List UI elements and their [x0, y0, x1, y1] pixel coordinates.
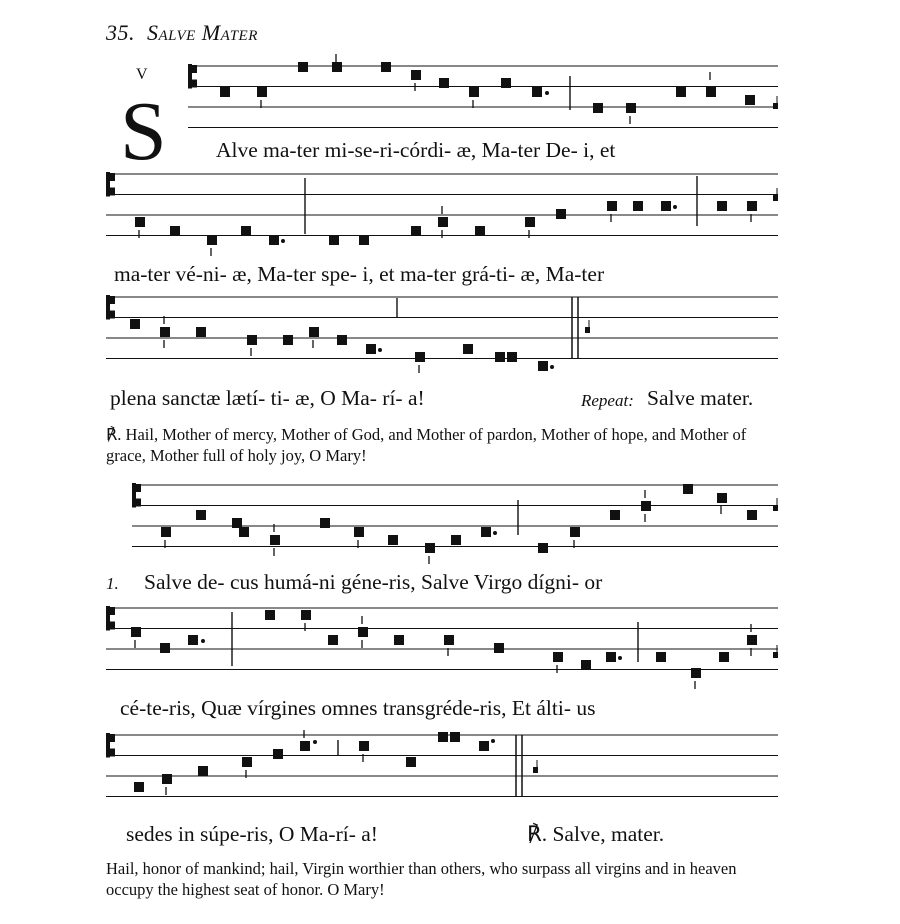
neume-note	[337, 335, 347, 345]
lyric-line-5: cé-te-ris, Quæ vírgines omnes transgréde-ris, Et álti- us	[120, 696, 596, 720]
chant-name: Salve Mater	[147, 20, 258, 45]
do-clef-icon	[108, 311, 115, 319]
mora-dot	[493, 531, 497, 535]
neume-note	[495, 352, 505, 362]
neume-note	[239, 527, 249, 537]
neume-note	[160, 327, 170, 337]
neume-note	[719, 652, 729, 662]
neume-note	[358, 627, 368, 637]
do-clef-icon	[108, 749, 115, 757]
neume-note	[556, 209, 566, 219]
lyric-line-6: sedes in súpe-ris, O Ma-rí- a!	[126, 822, 378, 846]
neume-note	[160, 643, 170, 653]
neume-note	[257, 87, 267, 97]
neume-note	[381, 62, 391, 72]
neume-note	[494, 643, 504, 653]
neume-note	[593, 103, 603, 113]
repeat-label: Repeat:	[581, 391, 634, 410]
neume-note	[438, 217, 448, 227]
neume-note	[198, 766, 208, 776]
neume-note	[581, 660, 591, 670]
refrain-translation: ℟. Hail, Mother of mercy, Mother of God, and Mother of pardon, Mother of hope, and Mother of grace, Mother full of holy joy, O Mary!	[106, 425, 747, 465]
neume-note	[451, 535, 461, 545]
neume-note	[525, 217, 535, 227]
neume-note	[134, 782, 144, 792]
do-clef-icon	[108, 188, 115, 196]
neume-note	[450, 732, 460, 742]
neume-note	[425, 543, 435, 553]
mora-dot	[313, 740, 317, 744]
neume-note	[300, 741, 310, 751]
mora-dot	[618, 656, 622, 660]
neume-note	[265, 610, 275, 620]
chant-number: 35.	[106, 20, 135, 45]
do-clef-icon	[134, 499, 141, 507]
do-clef-icon	[108, 734, 115, 742]
neume-note	[683, 484, 693, 494]
do-clef-icon	[134, 484, 141, 492]
mora-dot	[201, 639, 205, 643]
verse-translation: Hail, honor of mankind; hail, Virgin worthier than others, who surpass all virgins and in heaven occupy the highest seat of honor. O Mary!	[106, 859, 737, 899]
neume-note	[706, 87, 716, 97]
neume-note	[309, 327, 319, 337]
neume-note	[481, 527, 491, 537]
neume-note	[607, 201, 617, 211]
neume-note	[394, 635, 404, 645]
lyric-line-3: plena sanctæ lætí- ti- æ, O Ma- rí- a!	[110, 386, 425, 410]
verse-number: 1.	[106, 574, 119, 593]
neume-note	[676, 87, 686, 97]
neume-note	[247, 335, 257, 345]
neume-note	[273, 749, 283, 759]
neume-note	[298, 62, 308, 72]
neume-note	[747, 510, 757, 520]
mora-dot	[673, 205, 677, 209]
neume-note	[207, 235, 217, 245]
mora-dot	[550, 365, 554, 369]
neume-note	[188, 635, 198, 645]
neume-note	[475, 226, 485, 236]
neume-note	[359, 235, 369, 245]
neume-note	[301, 610, 311, 620]
neume-note	[717, 493, 727, 503]
neume-note	[232, 518, 242, 528]
mora-dot	[491, 739, 495, 743]
response-text: ℟. Salve, mater.	[527, 822, 665, 846]
neume-note	[717, 201, 727, 211]
neume-note	[633, 201, 643, 211]
mora-dot	[378, 348, 382, 352]
neume-note	[415, 352, 425, 362]
neume-note	[641, 501, 651, 511]
neume-note	[131, 627, 141, 637]
do-clef-icon	[190, 65, 197, 73]
neume-note	[661, 201, 671, 211]
neume-note	[439, 78, 449, 88]
neume-note	[241, 226, 251, 236]
neume-note	[170, 226, 180, 236]
do-clef-icon	[108, 607, 115, 615]
do-clef-icon	[108, 296, 115, 304]
initial-letter: S	[120, 85, 167, 178]
mora-dot	[281, 239, 285, 243]
neume-note	[747, 201, 757, 211]
neume-note	[332, 62, 342, 72]
neume-note	[411, 70, 421, 80]
neume-note	[438, 732, 448, 742]
neume-note	[532, 87, 542, 97]
do-clef-icon	[108, 622, 115, 630]
neume-note	[507, 352, 517, 362]
neume-note	[388, 535, 398, 545]
neume-note	[130, 319, 140, 329]
lyric-line-1: Alve ma-ter mi-se-ri-córdi- æ, Ma-ter De- i, et	[216, 138, 616, 162]
neume-note	[606, 652, 616, 662]
neume-note	[220, 87, 230, 97]
mora-dot	[545, 91, 549, 95]
neume-note	[553, 652, 563, 662]
neume-note	[162, 774, 172, 784]
neume-note	[463, 344, 473, 354]
neume-note	[196, 510, 206, 520]
neume-note	[444, 635, 454, 645]
neume-note	[538, 361, 548, 371]
lyric-line-4: Salve de- cus humá-ni géne-ris, Salve Virgo dígni- or	[144, 570, 603, 594]
neume-note	[747, 635, 757, 645]
neume-note	[610, 510, 620, 520]
neume-note	[366, 344, 376, 354]
neume-note	[135, 217, 145, 227]
neume-note	[161, 527, 171, 537]
do-clef-icon	[108, 173, 115, 181]
do-clef-icon	[190, 80, 197, 88]
neume-note	[570, 527, 580, 537]
neume-note	[411, 226, 421, 236]
neume-note	[320, 518, 330, 528]
neume-note	[501, 78, 511, 88]
neume-note	[270, 535, 280, 545]
neume-note	[329, 235, 339, 245]
neume-note	[196, 327, 206, 337]
neume-note	[359, 741, 369, 751]
mode-mark: V	[136, 66, 148, 83]
lyric-line-2: ma-ter vé-ni- æ, Ma-ter spe- i, et ma-ter grá-ti- æ, Ma-ter	[114, 262, 605, 286]
neume-note	[242, 757, 252, 767]
neume-note	[354, 527, 364, 537]
neume-note	[269, 235, 279, 245]
neume-note	[328, 635, 338, 645]
repeat-text: Salve mater.	[647, 386, 754, 410]
neume-note	[406, 757, 416, 767]
neume-note	[656, 652, 666, 662]
neume-note	[283, 335, 293, 345]
neume-note	[479, 741, 489, 751]
neume-note	[469, 87, 479, 97]
neume-note	[745, 95, 755, 105]
neume-note	[538, 543, 548, 553]
neume-note	[691, 668, 701, 678]
neume-note	[626, 103, 636, 113]
